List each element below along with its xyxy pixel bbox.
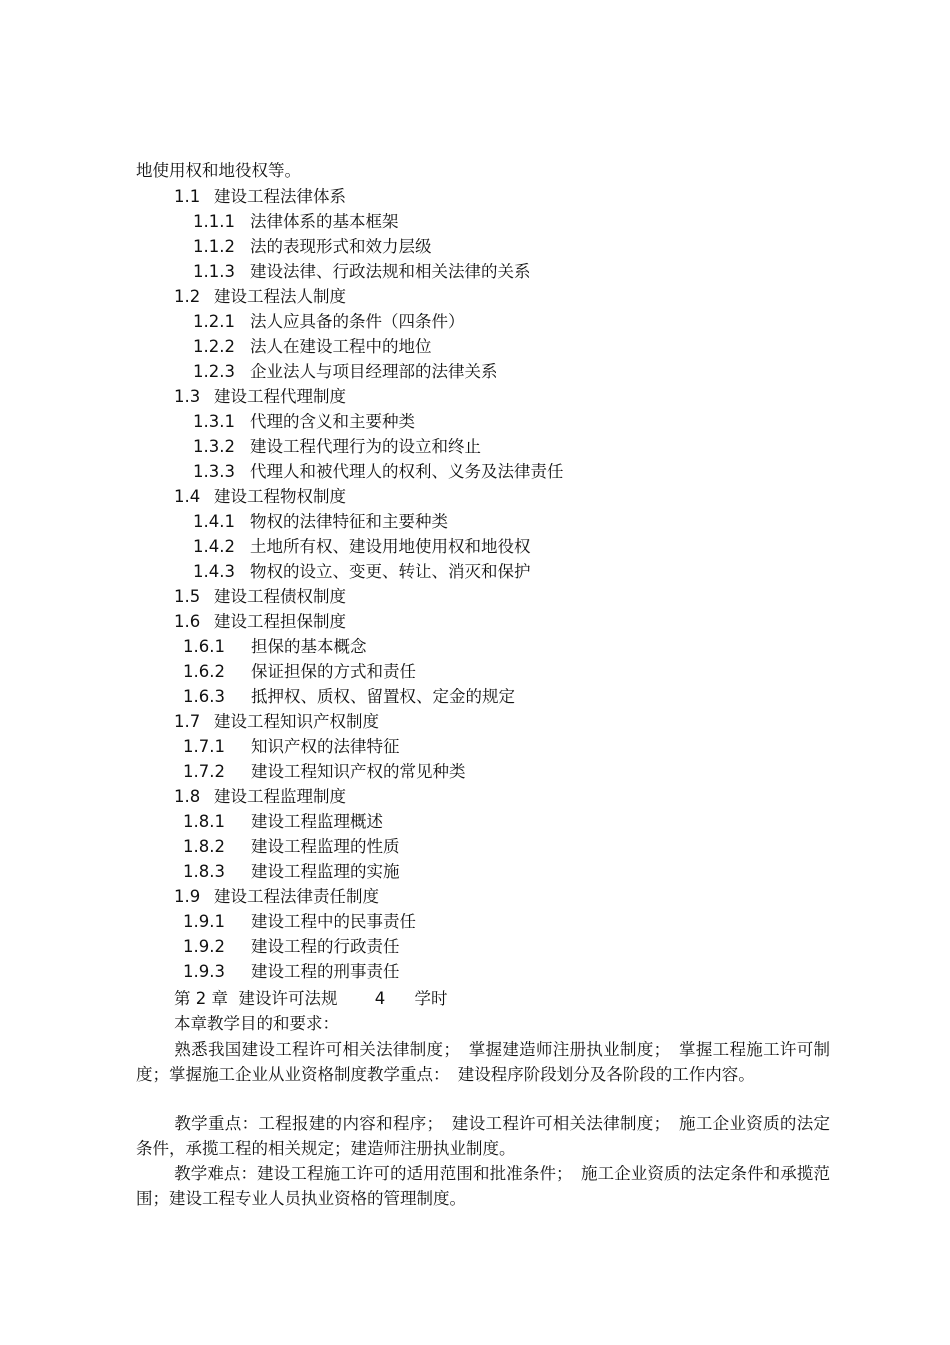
toc-entry-number: 1.1.1 — [193, 212, 235, 231]
toc-entry-title: 法的表现形式和效力层级 — [250, 237, 432, 256]
toc-entry — [193, 511, 448, 533]
toc-entry — [183, 736, 400, 758]
toc-entry — [193, 536, 531, 558]
toc-entry-number: 1.2.3 — [193, 362, 235, 381]
toc-entry-number: 1.9 — [174, 887, 201, 906]
toc-entry-number: 1.6 — [174, 612, 201, 631]
toc-entry-number: 1.3 — [174, 387, 201, 406]
toc-entry-number: 1.6.3 — [183, 687, 225, 706]
toc-entry — [193, 311, 465, 333]
toc-entry-number: 1.1.3 — [193, 262, 235, 281]
toc-entry-title: 法人在建设工程中的地位 — [250, 337, 432, 356]
toc-entry-title: 建设法律、行政法规和相关法律的关系 — [250, 262, 531, 281]
toc-entry-title: 法人应具备的条件（四条件） — [250, 312, 465, 331]
chapter-prefix: 第 — [174, 989, 191, 1008]
toc-entry-number: 1.8.1 — [183, 812, 225, 831]
toc-entry — [193, 461, 564, 483]
toc-entry-title: 建设工程法人制度 — [214, 287, 346, 306]
toc-entry-title: 建设工程法律责任制度 — [214, 887, 379, 906]
toc-entry — [183, 836, 400, 858]
toc-entry-title: 土地所有权、建设用地使用权和地役权 — [250, 537, 531, 556]
toc-entry-number: 1.2.1 — [193, 312, 235, 331]
toc-entry — [193, 436, 481, 458]
toc-entry-number: 1.4 — [174, 487, 201, 506]
toc-entry-title: 建设工程担保制度 — [214, 612, 346, 631]
toc-entry — [174, 386, 346, 408]
toc-entry-number: 1.3.1 — [193, 412, 235, 431]
toc-entry-number: 1.7.1 — [183, 737, 225, 756]
key-points-text: 教学重点：工程报建的内容和程序； 建设工程许可相关法律制度； 施工企业资质的法定条件，承揽工程的相关规定；建造师注册执业制度。 — [136, 1114, 830, 1158]
toc-entry-number: 1.5 — [174, 587, 201, 606]
objectives-text: 熟悉我国建设工程许可相关法律制度； 掌握建造师注册执业制度； 掌握工程施工许可制度；掌握施工企业从业资格制度教学重点： 建设程序阶段划分及各阶段的工作内容。 — [136, 1040, 830, 1084]
toc-entry-title: 建设工程监理的实施 — [251, 862, 400, 881]
toc-entry — [183, 936, 400, 958]
toc-entry — [183, 861, 400, 883]
toc-entry-title: 代理人和被代理人的权利、义务及法律责任 — [250, 462, 564, 481]
toc-entry-title: 建设工程中的民事责任 — [251, 912, 416, 931]
toc-entry-title: 企业法人与项目经理部的法律关系 — [250, 362, 498, 381]
toc-entry-number: 1.1.2 — [193, 237, 235, 256]
toc-entry-number: 1.2 — [174, 287, 201, 306]
toc-entry — [174, 711, 379, 733]
chapter-number: 2 — [195, 989, 207, 1008]
toc-entry — [174, 286, 346, 308]
objectives-paragraph — [136, 1037, 830, 1087]
toc-entry-number: 1.4.3 — [193, 562, 235, 581]
toc-entry-title: 知识产权的法律特征 — [251, 737, 400, 756]
toc-entry-number: 1.9.3 — [183, 962, 225, 981]
toc-entry — [183, 911, 416, 933]
toc-entry — [183, 761, 466, 783]
difficult-points-text: 教学难点：建设工程施工许可的适用范围和批准条件； 施工企业资质的法定条件和承揽范围；建设工程专业人员执业资格的管理制度。 — [136, 1164, 830, 1208]
chapter-hours: 4 — [374, 989, 386, 1008]
toc-entry — [174, 611, 346, 633]
toc-entry-number: 1.4.2 — [193, 537, 235, 556]
toc-entry-number: 1.8.3 — [183, 862, 225, 881]
toc-entry-number: 1.9.1 — [183, 912, 225, 931]
toc-entry — [193, 211, 399, 233]
toc-entry — [183, 961, 400, 983]
toc-entry-title: 法律体系的基本框架 — [250, 212, 399, 231]
toc-entry-number: 1.6.2 — [183, 662, 225, 681]
difficult-points-paragraph — [136, 1161, 830, 1211]
toc-entry-title: 建设工程监理概述 — [251, 812, 383, 831]
toc-entry-number: 1.3.2 — [193, 437, 235, 456]
toc-entry-number: 1.4.1 — [193, 512, 235, 531]
toc-entry — [183, 636, 367, 658]
toc-entry-title: 建设工程物权制度 — [214, 487, 346, 506]
chapter-2-heading — [174, 988, 448, 1010]
toc-entry-number: 1.7 — [174, 712, 201, 731]
chapter-hours-unit: 学时 — [414, 989, 448, 1008]
toc-entry — [174, 186, 346, 208]
toc-entry-title: 建设工程法律体系 — [214, 187, 346, 206]
toc-entry-title: 建设工程债权制度 — [214, 587, 346, 606]
toc-entry — [174, 486, 346, 508]
toc-entry-number: 1.7.2 — [183, 762, 225, 781]
toc-entry-title: 建设工程代理行为的设立和终止 — [250, 437, 481, 456]
toc-entry-title: 代理的含义和主要种类 — [250, 412, 415, 431]
toc-entry-title: 保证担保的方式和责任 — [251, 662, 416, 681]
toc-entry-title: 物权的设立、变更、转让、消灭和保护 — [250, 562, 531, 581]
toc-entry — [193, 236, 432, 258]
toc-entry — [193, 361, 498, 383]
toc-entry — [183, 811, 383, 833]
toc-entry-title: 建设工程知识产权的常见种类 — [251, 762, 466, 781]
toc-entry-number: 1.1 — [174, 187, 201, 206]
toc-entry-number: 1.2.2 — [193, 337, 235, 356]
toc-entry-title: 建设工程的行政责任 — [251, 937, 400, 956]
toc-entry-title: 物权的法律特征和主要种类 — [250, 512, 448, 531]
toc-entry-number: 1.8.2 — [183, 837, 225, 856]
chapter-word: 章 — [211, 989, 228, 1008]
toc-entry-number: 1.3.3 — [193, 462, 235, 481]
toc-entry-title: 建设工程监理的性质 — [251, 837, 400, 856]
key-points-paragraph — [136, 1111, 830, 1161]
toc-entry-title: 建设工程的刑事责任 — [251, 962, 400, 981]
objectives-heading: 本章教学目的和要求： — [174, 1014, 339, 1033]
toc-entry-number: 1.9.2 — [183, 937, 225, 956]
toc-entry-title: 建设工程监理制度 — [214, 787, 346, 806]
chapter-title: 建设许可法规 — [238, 989, 338, 1008]
toc-entry — [193, 336, 432, 358]
toc-entry — [174, 886, 379, 908]
toc-entry — [183, 661, 416, 683]
toc-entry — [193, 261, 531, 283]
toc-entry — [174, 786, 346, 808]
toc-entry — [174, 586, 346, 608]
toc-entry-title: 担保的基本概念 — [251, 637, 367, 656]
toc-entry-title: 建设工程代理制度 — [214, 387, 346, 406]
toc-entry — [193, 561, 531, 583]
toc-entry-number: 1.6.1 — [183, 637, 225, 656]
toc-entry-number: 1.8 — [174, 787, 201, 806]
toc-entry-title: 建设工程知识产权制度 — [214, 712, 379, 731]
toc-entry-title: 抵押权、质权、留置权、定金的规定 — [251, 687, 515, 706]
toc-entry — [193, 411, 415, 433]
toc-entry — [183, 686, 515, 708]
intro-tail-text: 地使用权和地役权等。 — [136, 161, 301, 180]
